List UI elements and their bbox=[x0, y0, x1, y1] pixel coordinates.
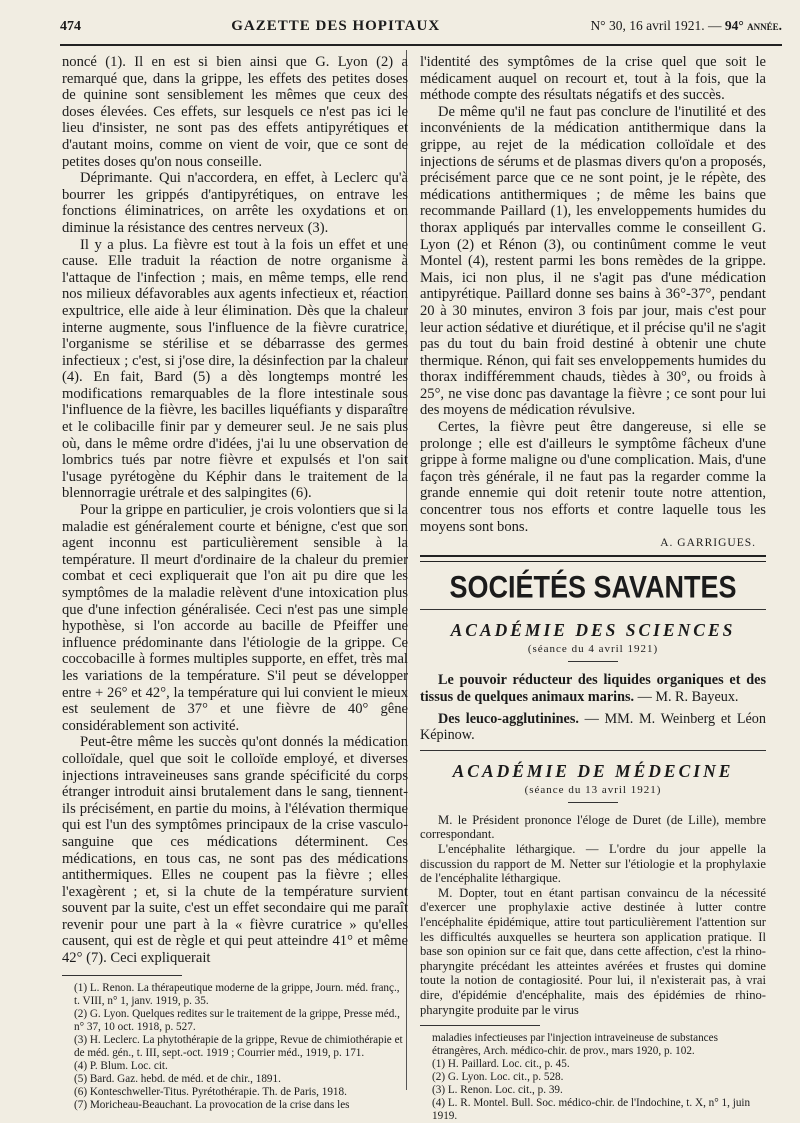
report-paragraph: M. le Président prononce l'éloge de Duret (de Lille), membre correspondant. bbox=[420, 812, 766, 842]
footnote: (3) H. Leclerc. La phytothérapie de la grippe, Revue de chimiothérapie et de méd. gén., t. III, sept.-oct. 1919 ; Courrier méd., 1919, p. 171. bbox=[74, 1033, 403, 1059]
article-paragraph: l'identité des symptômes de la crise quel que soit le médicament auquel on recourt et, tout à la fois, que la méthode compte des résultats négatifs et des succès. bbox=[420, 54, 766, 104]
article-paragraph: Déprimante. Qui n'accordera, en effet, à Leclerc qu'à bourrer les grippés d'antipyrétiques, on entrave les fonctions éliminatrices, on arrête les oxydations et on diminue la résistance des centres nerveux (3). bbox=[62, 170, 408, 236]
communication-item bbox=[420, 711, 766, 744]
article-paragraph: Pour la grippe en particulier, je crois volontiers que si la maladie est généralement courte et bénigne, c'est que son agent inconnu est particulièrement sensible à la température. Il meurt d'ordinaire de la chaleur du premier combat et ceci expliquerait que l'on ait pu dire que les symptômes de la maladie relèvent d'une intoxication plus que d'une infection généralisée. Ceci n'est pas une simple hypothèse, si l'on accorde au bacille de Pfeiffer une influence prédominante dans l'étiologie de la grippe. Ce coccobacille à formes multiples supporte, en effet, très mal les variations de la température. S'il peut se développer entre + 26° et 42°, la température qui lui convient le mieux est seulement de 37° et une fièvre de 40° gêne considérablement son activité. bbox=[62, 502, 408, 734]
issue-year: 94° année. bbox=[724, 18, 782, 33]
header-rule bbox=[60, 44, 782, 46]
article-paragraph: Certes, la fièvre peut être dangereuse, si elle se prolonge ; elle est d'ailleurs le symptôme fâcheux d'une grippe à forme maligne ou d'une complication. Mais, d'une façon très générale, il ne faut pas la regarder comme la grande ennemie qui doit retenir toute notre attention, concentrer tous nos efforts et contre laquelle tous les moyens sont bons. bbox=[420, 419, 766, 535]
page-number: 474 bbox=[60, 19, 81, 34]
footnote: (1) H. Paillard. Loc. cit., p. 45. bbox=[432, 1058, 570, 1071]
footnote: (2) G. Lyon. Loc. cit., p. 528. bbox=[432, 1071, 564, 1084]
left-column bbox=[62, 54, 408, 1112]
session-date: (séance du 13 avril 1921) bbox=[524, 783, 662, 796]
right-column bbox=[420, 54, 766, 1123]
footnote: (4) L. R. Montel. Bull. Soc. médico-chir. de l'Indochine, t. X, n° 1, juin 1919. bbox=[432, 1097, 751, 1123]
footnote-rule bbox=[420, 1025, 540, 1026]
issue-info bbox=[590, 18, 782, 34]
article-paragraph: noncé (1). Il en est si bien ainsi que G. Lyon (2) a remarqué que, dans la grippe, les effets des petites doses de quinine sont sensiblement les mêmes que ceux des doses élevées. Ces effets, sur lesquels ce n'est pas ici le lieu d'insister, ne sont pas des effets antipyrétiques et d'autant moins, comme on vient de voir, que ce sont de petites doses qu'on nous conseille. bbox=[62, 54, 408, 170]
report-paragraph: L'encéphalite léthargique. — L'ordre du jour appelle la discussion du rapport de M. Netter sur l'étiologie et la prophylaxie de l'encéphalite léthargique. bbox=[420, 842, 766, 886]
communication-authors: — MM. M. Weinberg et Léon Képinow. bbox=[420, 711, 766, 744]
footnote: (3) L. Renon. Loc. cit., p. 39. bbox=[432, 1084, 563, 1097]
academy-separator bbox=[420, 750, 766, 751]
article-paragraph: De même qu'il ne faut pas conclure de l'inutilité et des inconvénients de la médication antithermique dans la grippe, au rejet de la médication colloïdale et des injections de sérums et de plasmas divers qu'on a proposés, précisément parce que ce ne sont point, je le répète, des médications antithermiques ; de même les bains que recommande Paillard (1), les enveloppements humides du thorax appliqués par intervalles comme le conseillent G. Lyon (2) et Rénon (3), ou continûment comme le veut Montel (4), restent parmi les bons remèdes de la grippe. Mais, ici non plus, il ne s'agit pas d'une médication antipyrétique. Paillard donne ses bains à 36°-37°, pendant 20 à 30 minutes, environ 3 fois par jour, mais c'est pour leur action sédative et diurétique, et il précise qu'il ne s'agit pas du tout du bain froid destiné à obtenir une chute thermique. Rénon, qui fait ses enveloppements humides du thorax indifféremment chauds, tièdes à 30°, ou froids à 25°, ne vise donc pas davantage la fièvre ; ce sont pour lui des moyens de médication révulsive. bbox=[420, 103, 766, 419]
report-paragraph: M. Dopter, tout en étant partisan convaincu de la nécessité d'exercer une prophylaxie active destinée à lutter contre l'encéphalite épidémique, attire tout particulièrement l'attention sur les difficultés auxquelles se heurtera son application pratique. Il base son opinion sur ce fait que, dans cette affection, c'est la rhino-pharyngite précédant les atteintes avérées et frustes qui domine toute la notion de contagiosité. Pour lui, il n'existerait pas, à vrai dire, d'épidémie d'encéphalite, mais des épidémies de rhino-pharyngite produite par le virus bbox=[420, 885, 766, 1017]
author-signature: A. GARRIGUES. bbox=[660, 537, 756, 550]
page-header bbox=[60, 18, 782, 40]
footnote: (6) Konteschweller-Titus. Pyrétothérapie. Th. de Paris, 1918. bbox=[74, 1085, 347, 1098]
footnote: (5) Bard. Gaz. hebd. de méd. et de chir., 1891. bbox=[74, 1072, 281, 1085]
section-rule-thin bbox=[420, 609, 766, 610]
session-date: (séance du 4 avril 1921) bbox=[527, 643, 659, 656]
article-paragraph: Peut-être même les succès qu'ont donnés la médication colloïdale, quel que soit le colloïde employé, et diverses injections intraveineuses sans grande spécificité du corps étranger introduit ainsi brutalement dans le sang, tiennent-ils précisément, en partie du moins, à l'élévation thermique qui est l'un des symptômes principaux de la crise vasculo-sanguine que ces médications déterminent. Ces médications, en tous cas, ne sont pas des médications antithermiques. Elles ne coupent pas la fièvre ; elles l'exagèrent ; et, si la chute de la température survient souvent par la suite, c'est un effet secondaire qui me paraît revenir pour une part à la « fièvre curatrice » qu'elles causent, qui est de règle et qui peut atteindre 41° et même 42° (7). Ceci expliquerait bbox=[62, 734, 408, 967]
footnote-rule bbox=[62, 975, 182, 976]
footnote: (1) L. Renon. La thérapeutique moderne de la grippe, Journ. méd. franç., t. VIII, n° 1, janv. 1919, p. 35. bbox=[74, 981, 400, 1007]
short-rule bbox=[568, 661, 618, 662]
communication-authors: — M. R. Bayeux. bbox=[634, 688, 739, 705]
section-rule bbox=[420, 555, 766, 562]
communication-title: Des leuco-agglutinines. bbox=[438, 711, 579, 728]
footnote: (2) G. Lyon. Quelques redites sur le traitement de la grippe, Presse méd., n° 37, 10 oct. 1918, p. 527. bbox=[74, 1007, 400, 1033]
communication-title: Le pouvoir réducteur des liquides organiques et des tissus de quelques animaux marins. bbox=[420, 672, 766, 705]
section-title: SOCIÉTÉS SAVANTES bbox=[449, 569, 737, 605]
footnote: maladies infectieuses par l'injection intraveineuse de substances étrangères, Arch. médico-chir. de prov., mars 1920, p. 102. bbox=[432, 1032, 718, 1058]
communication-item bbox=[420, 672, 766, 705]
footnote: (7) Moricheau-Beauchant. La provocation de la crise dans les bbox=[74, 1098, 350, 1111]
article-paragraph: Il y a plus. La fièvre est tout à la fois un effet et une cause. Elle traduit la réaction de notre organisme à l'attaque de l'infection ; mais, en même temps, elle rend nos milieux défavorables aux agents infectieux et, réaction expultrice, elle aide à leur élimination. Dès que la chaleur interne augmente, sous l'influence de la fièvre curatrice, l'organisme se stérilise et se débarrasse des germes infectieux ; c'est, si j'ose dire, la désinfection par la chaleur (4). En fait, Bard (5) a dès longtemps montré les modifications remarquables de la flore intestinale sous l'influence de la fièvre, les bacilles liquéfiants y disparaître et le colibacille finir par y demeurer seul. Je ne sais plus où, dans le même ordre d'idées, j'ai lu une observation de lombrics tués par notre fièvre et expulsés et l'on sait l'usage pyrétogène du Képhir dans le traitement de la blennorragie urétrale et des salpingites (6). bbox=[62, 236, 408, 502]
journal-title: GAZETTE DES HOPITAUX bbox=[231, 18, 441, 34]
academy-heading: ACADÉMIE DES SCIENCES bbox=[450, 620, 736, 641]
academy-heading: ACADÉMIE DE MÉDECINE bbox=[452, 760, 734, 781]
footnote: (4) P. Blum. Loc. cit. bbox=[74, 1059, 168, 1072]
issue-date: N° 30, 16 avril 1921. — bbox=[590, 18, 722, 33]
short-rule bbox=[568, 802, 618, 803]
